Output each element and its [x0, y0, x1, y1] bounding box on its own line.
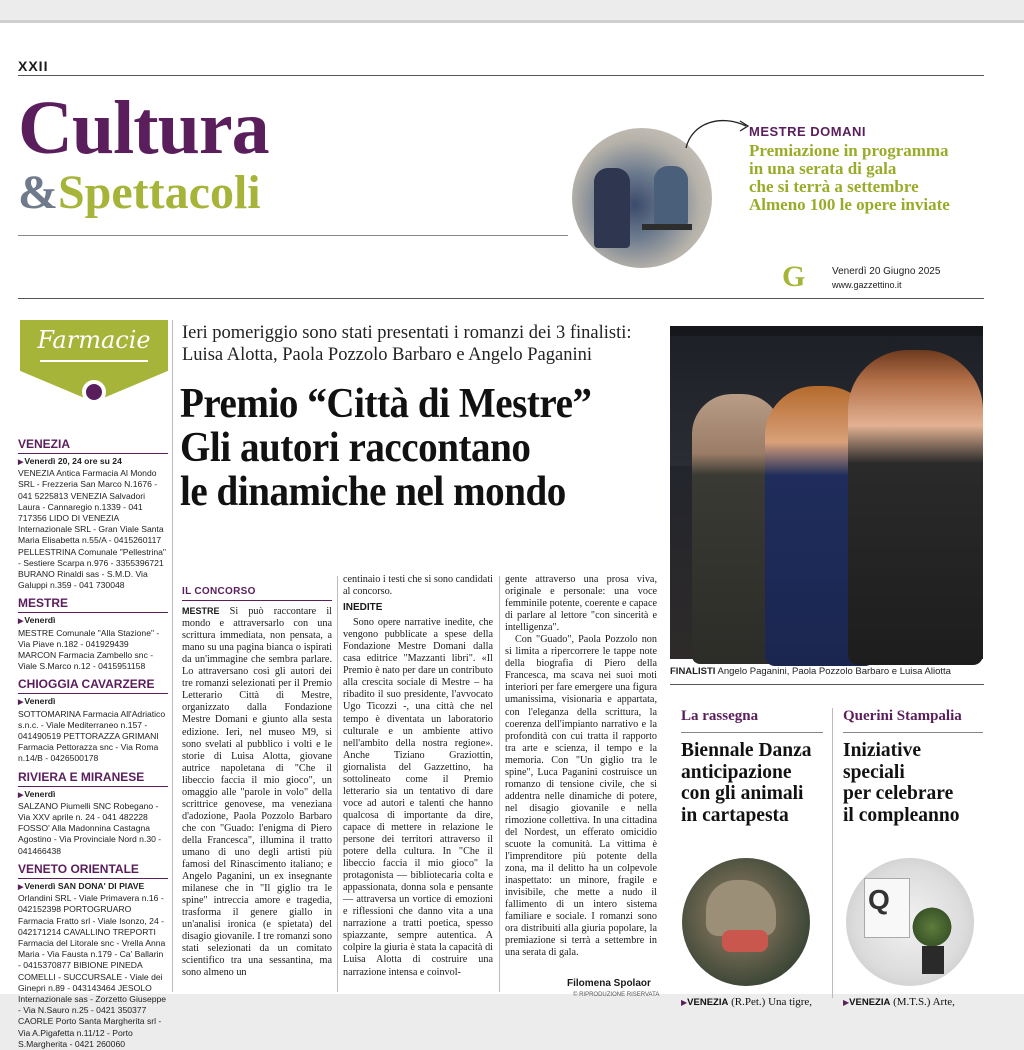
box2-title-line: Iniziative — [843, 740, 921, 761]
article-column-1 — [182, 586, 332, 994]
farmacie-region — [18, 437, 168, 591]
photo-caption-text: Angelo Paganini, Paola Pozzolo Barbaro e Luisa Aliotta — [717, 666, 951, 677]
promo-line: Premiazione in programma — [749, 141, 949, 160]
box2-kicker: Querini Stampalia — [843, 708, 962, 724]
farmacie-dot-icon — [82, 380, 106, 404]
website-link[interactable]: www.gazzettino.it — [832, 280, 902, 290]
article-text: centinaio i testi che si sono candidati al concorso. — [343, 574, 493, 598]
section-title-cultura: Cultura — [18, 86, 269, 170]
farmacie-region-name: VENEZIA — [18, 437, 168, 454]
box1-title-line: Biennale Danza — [681, 740, 812, 761]
issue-date: Venerdì 20 Giugno 2025 — [832, 266, 941, 277]
farmacie-when: ▶ Venerdì — [18, 789, 55, 799]
farmacie-region-name: RIVIERA E MIRANESE — [18, 770, 168, 787]
promo-photo-person-right — [654, 166, 688, 226]
column-rule — [337, 576, 338, 992]
farmacie-entries: SOTTOMARINA Farmacia All'Adriatico s.n.c. - Viale Mediterraneo n.157 - 041490519 PETTORAZZA GRIMANI Farmacia Pettorazza snc - Via Roma n.14/B - 0426500178 — [18, 708, 166, 764]
headline-line: Gli autori raccontano — [180, 425, 531, 471]
farmacie-when: ▶ Venerdì — [18, 615, 55, 625]
headline-line: Premio “Città di Mestre” — [180, 381, 592, 427]
photo-person-aliotta — [848, 350, 983, 665]
article-text: Con "Guado", Paola Pozzolo non si limita a ripercorrere le tappe note della biografia di Piero della Francesca, ma scava nei suoi moti interiori per fare emergere una figura umanissima, visionaria e appartata, con l'eleganza della scrittura, la coerenza dell'impianto narrativo e la profondità con cui tratta il rapporto tra arte e scienza, il tempo e la memoria. Con "Un giglio tra le spine", Luca Paganini costruisce un romanzo di tensione civile, che si addentra nelle dinamiche di potere, nel disagio giovanile e nella rimozione collettiva. In una cittadina del Nordest, un efferato omicidio scuote la comunità. La vittima è l'imprenditore più potente della zona, ma il delitto ha un colpevole inaspettato: un minore, fragile e invisibile, che mette a nudo il fallimento di un intero sistema familiare e sociale. I romanzi sono ora distribuiti alla giuria popolare, la premiazione si terrà a settembre in una serata di gala. — [505, 634, 657, 959]
box2-lead — [843, 996, 955, 1008]
promo-kicker: MESTRE DOMANI — [749, 124, 866, 139]
newspaper-page — [0, 20, 1024, 1049]
article-column-3 — [505, 574, 657, 994]
article-author: Filomena Spolaor — [567, 978, 651, 989]
article-text: Si può raccontare il mondo e attraversarlo con una scrittura immediata, non pensata, a mano su una pagina bianca o ispirati da un'immagine che sembra parlare. Lo attraversano così gli autori dei tre romanzi selezionati per il Premio Letterario Città di Mestre, organizzato dalla Fondazione Mestre Domani e giunto alla sesta edizione. Ieri, nel museo M9, si sono svelati al pubblico i volti e le storie di Luisa Alotta, giovane autrice napoletana di "Che il libeccio faccia il mio gioco", un omaggio alle "parole in volo" della scrittrice genovese, ma veneziana d'adozione, Paola Pozzolo Barbaro che con "Guado: l'enigma di Piero della Francesca", illumina il tratto umano di uno degli artisti più famosi del Rinascimento italiano; e Angelo Paganini, un ex insegnante milanese che in "Il giglio tra le spine" intreccia amore e tragedia, trasforma il genere giallo in un'analisi ironica (e spietata) del disagio giovanile. I tre romanzi sono stati selezionati da un comitato scientifico tra una sessantina, ma sono almeno un — [182, 606, 332, 979]
finalists-photo — [670, 326, 983, 659]
farmacie-region — [18, 596, 168, 672]
headline-line: le dinamiche nel mondo — [180, 469, 566, 515]
box2-lead-text: (M.T.S.) Arte, — [893, 996, 955, 1008]
box2-photo-plant — [912, 902, 952, 952]
top-border — [0, 20, 1024, 23]
column-rule — [499, 576, 500, 992]
article-column-2 — [343, 574, 493, 994]
farmacie-entries: MESTRE Comunale "Alla Stazione" - Via Piave n.182 - 041929439 MARCON Farmacia Zambello snc - Viale S.Marco n.12 - 0415951158 — [18, 627, 160, 672]
box1-lead-arrow-icon: ▶ — [681, 998, 688, 1007]
farmacie-region — [18, 862, 168, 1050]
promo-line: in una serata di gala — [749, 159, 897, 178]
logo-rule — [18, 235, 568, 236]
box1-photo — [682, 858, 810, 986]
promo-arrow-icon — [682, 112, 752, 152]
box1-rule — [681, 732, 823, 733]
farmacie-region — [18, 677, 168, 764]
box2-lead-arrow-icon: ▶ — [843, 998, 850, 1007]
article-deck: Ieri pomeriggio sono stati presentati i romanzi dei 3 finalisti: Luisa Alotta, Paola Pozzolo Barbaro e Angelo Paganini — [182, 323, 632, 365]
header-rule — [18, 75, 984, 76]
article-text: Sono opere narrative inedite, che vengono pubblicate a spese della Fondazione Mestre Domani dalla casa editrice "Mazzanti libri". «Il Premio è nato per dare un contributo alla crescita sociale di Mestre – ha ribadito il suo presidente, l'avvocato Ugo Ticozzi -, una città che nel tempo è diventata un laboratorio culturale e un ambiente attivo nell'ambito della nostra regione». Anche Tiziano Graziottin, giornalista del Gazzettino, ha sottolineato come il Premio letterario sia un tentativo di dare voce ad autori e talenti che hanno qualcosa di importante da dire, capace di mettere in relazione le persone dei territori attraverso il potere della cultura. In "Che il libeccio faccia il mio gioco" la protagonista — bibliotecaria colta e appassionata, donna sola e pensante — attraversa un vortice di emozioni e riflessioni che danno vita a una narrazione a tratti poetica, spesso spiazzante, sempre autentica. A colpire la giuria è stata la capacità di Luisa Alotta di costruire una narrazione intensa e coinvol- — [343, 617, 493, 978]
article-text: gente attraverso una prosa viva, originale e personale: una voce femminile potente, coerente e capace di parlare al lettore "con sincerità e intelligenza". — [505, 574, 657, 634]
photo-caption-label: FINALISTI — [670, 666, 716, 677]
farmacie-when: ▶ Venerdì 20, 24 ore su 24 — [18, 456, 122, 466]
boxes-divider — [832, 708, 833, 998]
farmacie-badge-underline — [40, 360, 148, 362]
gazzettino-logo: G — [782, 260, 806, 293]
promo-photo-table — [642, 224, 692, 230]
farmacie-region-name: CHIOGGIA CAVARZERE — [18, 677, 168, 694]
section-title-spettacoli — [18, 166, 261, 220]
box2-photo — [846, 858, 974, 986]
photo-caption — [670, 666, 983, 677]
article-dateline: MESTRE — [182, 606, 220, 617]
box2-photo-pot — [922, 946, 944, 974]
box2-lead-place: VENEZIA — [849, 997, 891, 1008]
box1-kicker: La rassegna — [681, 708, 759, 724]
box1-title-line: in cartapesta — [681, 804, 789, 826]
box2-photo-q-logo: Q — [868, 884, 890, 915]
page-number: XXII — [18, 58, 49, 74]
farmacie-region-name: MESTRE — [18, 596, 168, 613]
section-title-line2: Spettacoli — [57, 166, 261, 219]
boxes-top-rule — [670, 684, 984, 685]
promo-text — [749, 142, 989, 214]
box1-title — [681, 740, 831, 826]
article-headline — [180, 382, 636, 514]
box1-photo-elephant — [706, 880, 776, 936]
farmacie-entries: SALZANO Piumelli SNC Robegano - Via XXV aprile n. 24 - 041 482228 FOSSO' Alla Madonnina Castagna Agostino - Via Provinciale Nord n.30 - 041466438 — [18, 800, 162, 856]
farmacie-region-name: VENETO ORIENTALE — [18, 862, 168, 879]
box1-lead — [681, 996, 812, 1008]
sidebar-divider — [172, 320, 173, 992]
box1-lead-text: (R.Pet.) Una tigre, — [731, 996, 813, 1008]
box2-title — [843, 740, 988, 826]
box1-lead-place: VENEZIA — [687, 997, 729, 1008]
farmacie-badge-label: Farmacie — [37, 326, 151, 354]
box1-title-line: con gli animali — [681, 783, 804, 804]
article-section-label: IL CONCORSO — [182, 586, 332, 601]
promo-line: che si terrà a settembre — [749, 177, 919, 196]
farmacie-list — [18, 432, 168, 1050]
box2-title-line: il compleanno — [843, 804, 960, 826]
copyright-notice: © RIPRODUZIONE RISERVATA — [573, 992, 660, 998]
farmacie-when: ▶ Venerdì — [18, 696, 55, 706]
farmacie-entries: Orlandini SRL - Viale Primavera n.16 - 042152398 PORTOGRUARO Farmacia Fratto srl - Viale Isonzo, 24 - 042171214 CAVALLINO TREPORTI Farmacia del Litorale snc - Vrella Anna Maria - Via Fausta n.179 - Ca' Ballarin - 0415370877 BIBIONE PINEDA COMELLI - SUCCURSALE - Viale dei Ginepri n.89 - 043143464 JESOLO Internazionale sas - Zorzetto Giuseppe - Via N.Sauro n.25 - 0421 350377 CAORLE Porto Santa Margherita srl - Via A.Pigafetta n.11/12 - Porto S.Margherita - 0421 260060 — [18, 893, 167, 1049]
farmacie-when: ▶ Venerdì SAN DONA' DI PIAVE — [18, 881, 144, 891]
masthead-rule — [18, 298, 984, 299]
box1-title-line: anticipazione — [681, 761, 792, 783]
box2-rule — [843, 732, 983, 733]
box2-title-line: per celebrare — [843, 783, 954, 804]
box1-photo-dancer — [722, 930, 768, 952]
farmacie-entries: VENEZIA Antica Farmacia Al Mondo SRL - Frezzeria San Marco N.1676 - 041 5225813 VENEZIA Salvadori Laura - Cannaregio n.1339 - 041 717356 LIDO DI VENEZIA Internazionale SRL - Gran Viale Santa Maria Elisabetta n.55/A - 0415260117 PELLESTRINA Comunale "Pellestrina" - Sestiere Scarpa n.976 - 3355396721 BURANO Rinaldi sas - S.M.D. Via Galuppi n.359 - 041 730048 — [18, 468, 166, 591]
box2-title-line: speciali — [843, 761, 905, 783]
farmacie-region — [18, 770, 168, 857]
promo-line: Almeno 100 le opere inviate — [749, 195, 950, 214]
section-title-amp: & — [18, 166, 58, 219]
article-subhead: INEDITE — [343, 602, 383, 614]
promo-photo-person-left — [594, 168, 630, 248]
